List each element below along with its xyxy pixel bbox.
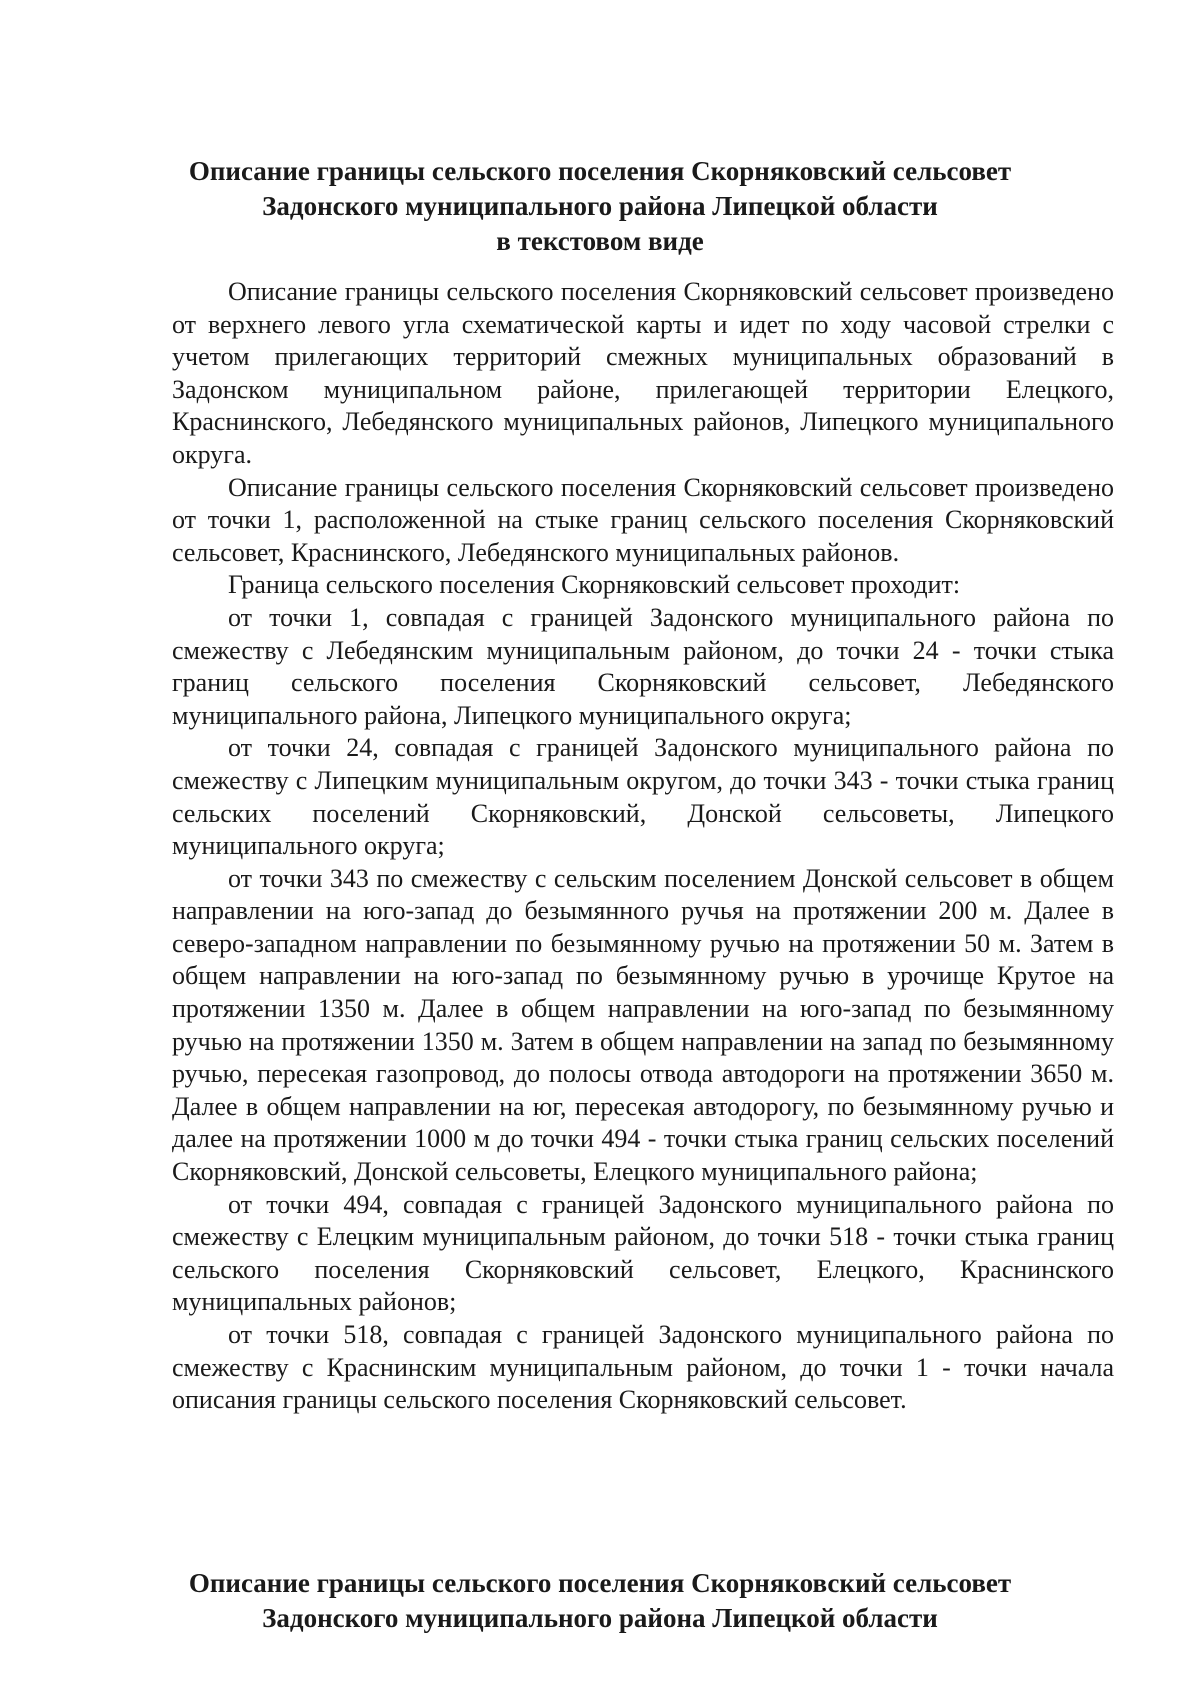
document-title bbox=[150, 154, 1050, 259]
title-line: Описание границы сельского поселения Скорняковский сельсовет bbox=[188, 1568, 1012, 1598]
title-line: в текстовом виде bbox=[496, 226, 704, 256]
paragraph: от точки 343 по смежеству с сельским поселением Донской сельсовет в общем направлении на юго-запад до безымянного ручья на протяжении 200 м. Далее в северо-западном направлении по безымянному ручью на протяжении 50 м. Затем в общем направлении на юго-запад по безымянному ручью в урочище Крутое на протяжении 1350 м. Далее в общем направлении на юго-запад по безымянному ручью на протяжении 1350 м. Затем в общем направлении на запад по безымянному ручью, пересекая газопровод, до полосы отвода автодороги на протяжении 3650 м. Далее в общем направлении на юг, пересекая автодорогу, по безымянному ручью и далее на протяжении 1000 м до точки 494 - точки стыка границ сельских поселений Скорняковский, Донской сельсоветы, Елецкого муниципального района; bbox=[172, 863, 1114, 1187]
paragraph: от точки 518, совпадая с границей Задонского муниципального района по смежеству с Краснинским муниципальным районом, до точки 1 - точки начала описания границы сельского поселения Скорняковский сельсовет. bbox=[172, 1320, 1114, 1415]
section-title bbox=[150, 1566, 1050, 1636]
paragraph: от точки 494, совпадая с границей Задонского муниципального района по смежеству с Елецким муниципальным районом, до точки 518 - точки стыка границ сельского поселения Скорняковский сельсовет, Елецкого, Краснинского муниципальных районов; bbox=[172, 1189, 1114, 1317]
paragraph: Описание границы сельского поселения Скорняковский сельсовет произведено от точки 1, расположенной на стыке границ сельского поселения Скорняковский сельсовет, Краснинского, Лебедянского муниципальных районов. bbox=[172, 472, 1114, 567]
paragraph: Граница сельского поселения Скорняковский сельсовет проходит: bbox=[228, 570, 961, 600]
document-body bbox=[172, 276, 1114, 1417]
paragraph: от точки 24, совпадая с границей Задонского муниципального района по смежеству с Липецким муниципальным округом, до точки 343 - точки стыка границ сельских поселений Скорняковский, Донской сельсоветы, Липецкого муниципального округа; bbox=[172, 733, 1114, 861]
title-line: Задонского муниципального района Липецкой области bbox=[262, 1603, 938, 1633]
paragraph: от точки 1, совпадая с границей Задонского муниципального района по смежеству с Лебедянским муниципальным районом, до точки 24 - точки стыка границ сельского поселения Скорняковский сельсовет, Лебедянского муниципального района, Липецкого муниципального округа; bbox=[172, 602, 1114, 730]
title-line: Задонского муниципального района Липецкой области bbox=[262, 191, 938, 221]
title-line: Описание границы сельского поселения Скорняковский сельсовет bbox=[188, 156, 1012, 186]
paragraph: Описание границы сельского поселения Скорняковский сельсовет произведено от верхнего левого угла схематической карты и идет по ходу часовой стрелки с учетом прилегающих территорий смежных муниципальных образований в Задонском муниципальном районе, прилегающей территории Елецкого, Краснинского, Лебедянского муниципальных районов, Липецкого муниципального округа. bbox=[172, 277, 1114, 469]
